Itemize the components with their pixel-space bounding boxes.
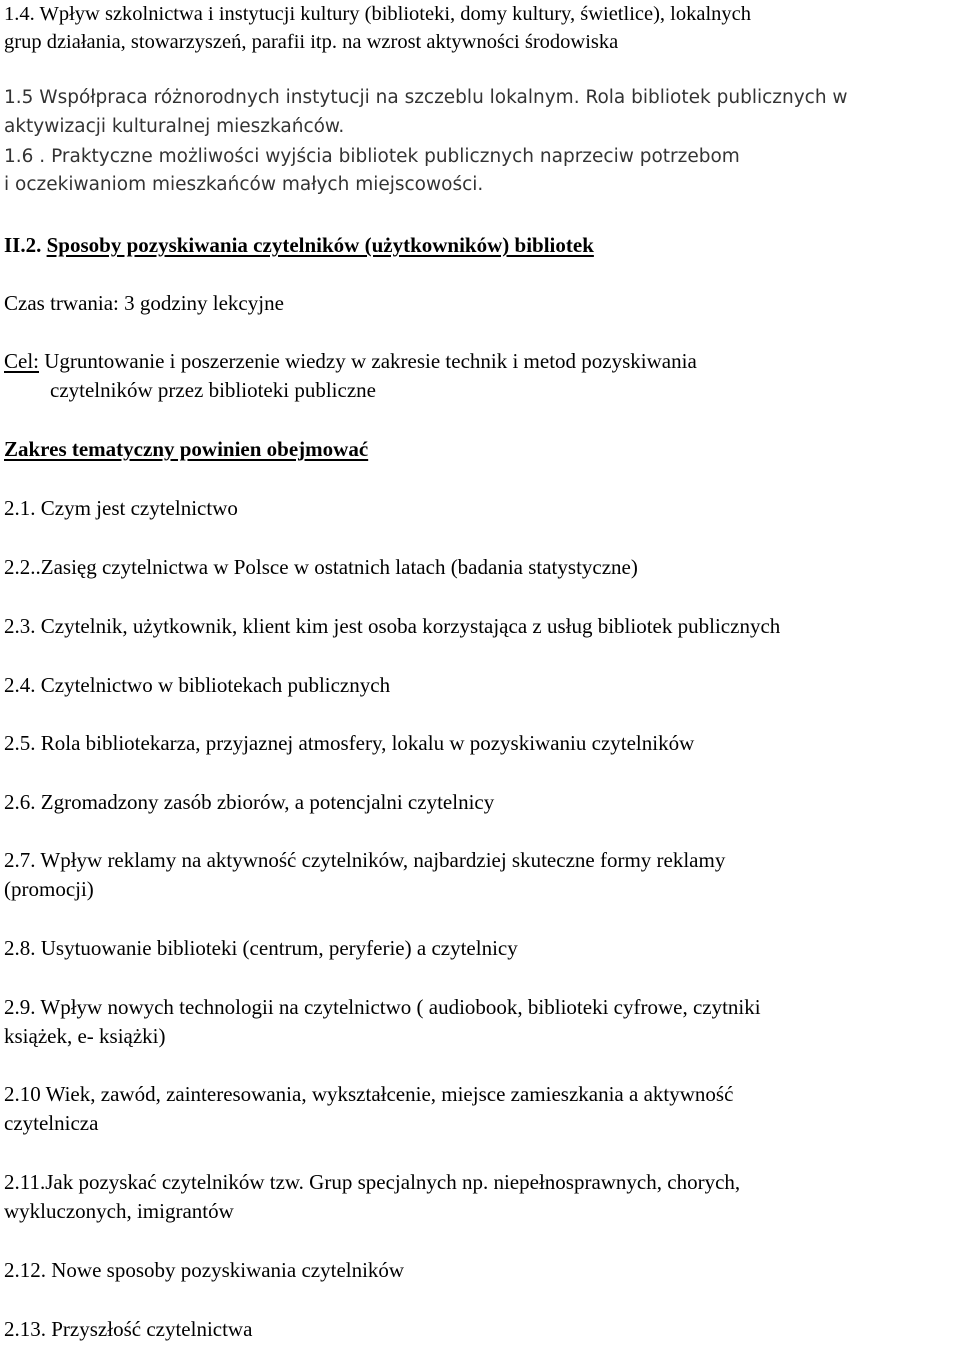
item-1-5-line-1: 1.5 Współpraca różnorodnych instytucji na szczeblu lokalnym. Rola bibliotek publicznych w <box>4 87 848 108</box>
goal-text: Ugruntowanie i poszerzenie wiedzy w zakresie technik i metod pozyskiwania <box>39 349 697 373</box>
topic-2-10-line-1: 2.10 Wiek, zawód, zainteresowania, wykształcenie, miejsce zamieszkania a aktywność <box>4 1082 734 1106</box>
topic-2-2: 2.2..Zasięg czytelnictwa w Polsce w ostatnich latach (badania statystyczne) <box>4 555 638 579</box>
goal-line-2: czytelników przez biblioteki publiczne <box>50 378 376 402</box>
topic-2-7-line-2: (promocji) <box>4 877 94 901</box>
topic-2-9-line-2: książek, e- książki) <box>4 1024 166 1048</box>
duration-text: Czas trwania: 3 godziny lekcyjne <box>4 291 284 315</box>
item-1-6-line-2: i oczekiwaniom mieszkańców małych miejscowości. <box>4 174 484 195</box>
topic-2-7-line-1: 2.7. Wpływ reklamy na aktywność czytelników, najbardziej skuteczne formy reklamy <box>4 848 726 872</box>
topic-2-4: 2.4. Czytelnictwo w bibliotekach publicznych <box>4 673 391 697</box>
topic-2-13: 2.13. Przyszłość czytelnictwa <box>4 1317 253 1341</box>
item-1-5-line-2: aktywizacji kulturalnej mieszkańców. <box>4 116 345 137</box>
topic-2-9-line-1: 2.9. Wpływ nowych technologii na czytelnictwo ( audiobook, biblioteki cyfrowe, czytniki <box>4 995 761 1019</box>
topic-2-6: 2.6. Zgromadzony zasób zbiorów, a potencjalni czytelnicy <box>4 790 495 814</box>
topic-2-8: 2.8. Usytuowanie biblioteki (centrum, peryferie) a czytelnicy <box>4 936 518 960</box>
topic-2-11-line-2: wykluczonych, imigrantów <box>4 1199 234 1223</box>
topic-2-12: 2.12. Nowe sposoby pozyskiwania czytelników <box>4 1258 405 1282</box>
section-number: II.2. <box>4 233 42 257</box>
topic-2-3: 2.3. Czytelnik, użytkownik, klient kim jest osoba korzystająca z usług bibliotek publicznych <box>4 614 781 638</box>
item-1-4-line-2: grup działania, stowarzyszeń, parafii itp. na wzrost aktywności środowiska <box>4 31 619 53</box>
item-1-4-line-1: 1.4. Wpływ szkolnictwa i instytucji kultury (biblioteki, domy kultury, świetlice), lokalnych <box>4 3 751 25</box>
topic-2-10-line-2: czytelnicza <box>4 1111 99 1135</box>
section-heading <box>4 232 594 258</box>
scope-heading: Zakres tematyczny powinien obejmować <box>4 437 369 461</box>
item-1-6-line-1: 1.6 . Praktyczne możliwości wyjścia bibliotek publicznych naprzeciw potrzebom <box>4 146 740 167</box>
topic-2-5: 2.5. Rola bibliotekarza, przyjaznej atmosfery, lokalu w pozyskiwaniu czytelników <box>4 731 695 755</box>
topic-2-11-line-1: 2.11.Jak pozyskać czytelników tzw. Grup specjalnych np. niepełnosprawnych, chorych, <box>4 1170 741 1194</box>
goal-label: Cel: <box>4 349 39 373</box>
section-title: Sposoby pozyskiwania czytelników (użytkowników) bibliotek <box>46 233 594 257</box>
topic-2-1: 2.1. Czym jest czytelnictwo <box>4 496 238 520</box>
goal-line-1 <box>4 348 697 374</box>
